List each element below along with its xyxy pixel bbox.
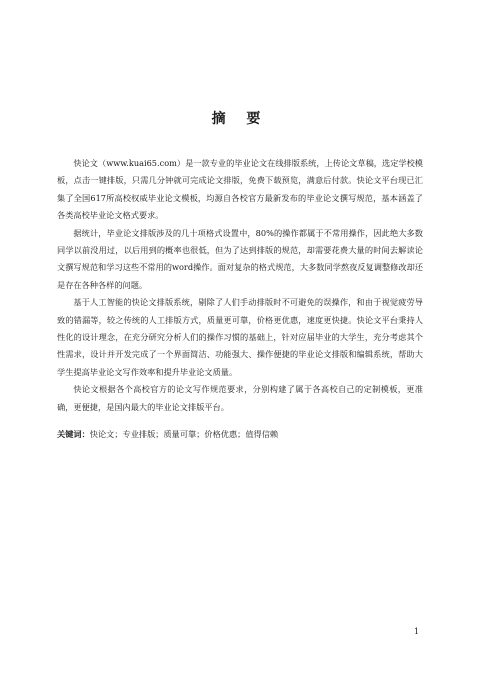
- abstract-body: [57, 155, 423, 444]
- abstract-title: 摘 要: [211, 111, 269, 127]
- abstract-paragraph-4: 快论文根据各个高校官方的论文写作规范要求，分别构建了属于各高校自己的定制模板，更准确，更便捷，是国内最大的毕业论文排版平台。: [57, 384, 423, 412]
- keywords-line: [57, 426, 423, 443]
- keywords-label: 关键词：: [57, 429, 90, 440]
- abstract-paragraph-1: 快论文（www.kuai65.com）是一款专业的毕业论文在线排版系统，上传论文草稿，选定学校模板，点击一键排版，只需几分钟就可完成论文排版，免费下载预览，满意后付款。快论文平台现已汇集了全国617所高校权威毕业论文模板，均源自各校官方最新发布的毕业论文撰写规范，基本涵盖了各类高校毕业论文格式要求。: [57, 158, 423, 221]
- abstract-paragraph-3: 基于人工智能的快论文排版系统，剔除了人们手动排版时不可避免的误操作，和由于视觉疲劳导致的错漏等，较之传统的人工排版方式，质量更可靠，价格更优惠，速度更快捷。快论文平台秉持人性化的设计理念，在充分研究分析人们的操作习惯的基础上，针对应届毕业的大学生，充分考虑其个性需求，设计并开发完成了一个界面简洁、功能强大、操作便捷的毕业论文排版和编辑系统，帮助大学生提高毕业论文写作效率和提升毕业论文质量。: [57, 297, 423, 377]
- page-number: 1: [414, 627, 420, 636]
- abstract-paragraph-2: 据统计，毕业论文排版涉及的几十项格式设置中，80%的操作都属于不常用操作，因此绝大多数同学以前没用过，以后用到的概率也很低，但为了达到排版的规范，却需要花费大量的时间去解读论文撰写规范和学习这些不常用的word操作。面对复杂的格式规范，大多数同学熬夜反复调整修改却还是存在各种各样的问题。: [57, 227, 423, 290]
- keywords-text: 快论文；专业排版；质量可靠；价格优惠；值得信赖: [89, 429, 279, 440]
